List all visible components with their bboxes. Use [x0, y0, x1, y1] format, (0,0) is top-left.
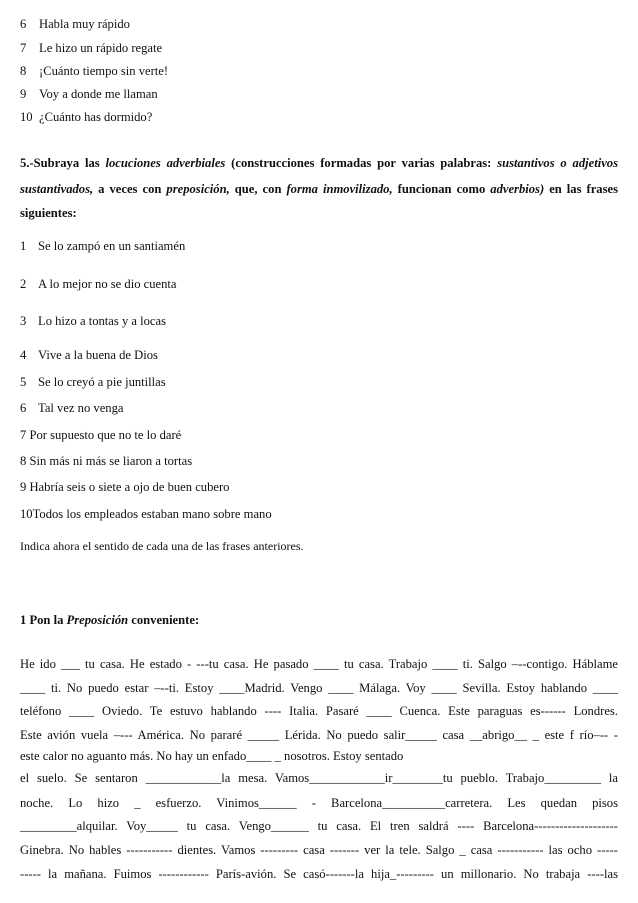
item-text: Habría seis o siete a ojo de buen cubero [29, 480, 230, 494]
exercise-line: Ginebra. No hables ----------- dientes. Vamos --------- casa ------- ver la tele. Salgo _ casa ----------- las ocho ----- [20, 843, 618, 857]
item-text: Habla muy rápido [39, 17, 130, 31]
section5-text: a veces con [98, 182, 162, 196]
item-number: 5 [20, 375, 27, 389]
item-number: 1 [20, 239, 27, 253]
exercise-line: noche. Lo hizo _ esfuerzo. Vinimos______ - Barcelona__________carretera. Les quedan pisos [20, 796, 618, 810]
list-item [20, 238, 185, 254]
item-number: 9 [20, 480, 27, 494]
item-text: Voy a donde me llaman [39, 87, 158, 101]
section1-heading [20, 612, 199, 628]
section5-lead: 5.-Subraya las [20, 156, 100, 170]
exercise-line: He ido ___ tu casa. He estado - ---tu casa. He pasado ____ tu casa. Trabajo ____ ti. Salgo –--contigo. Háblame [20, 657, 618, 671]
section5-text: funcionan como [397, 182, 486, 196]
item-number: 4 [20, 348, 27, 362]
list-item [20, 453, 192, 469]
exercise-line: este calor no aguanto más. No hay un enfado____ _ nosotros. Estoy sentado [20, 749, 404, 763]
item-text: Vive a la buena de Dios [38, 348, 158, 362]
list-item [20, 400, 124, 416]
item-number: 6 [20, 401, 27, 415]
section5-line2 [20, 181, 618, 197]
list-item [20, 16, 130, 32]
item-text: Por supuesto que no te lo daré [29, 428, 182, 442]
list-item [20, 374, 166, 390]
list-item [20, 347, 158, 363]
item-text: Tal vez no venga [38, 401, 124, 415]
section5-line1 [20, 155, 618, 171]
item-text: Todos los empleados estaban mano sobre mano [32, 507, 272, 521]
section5-text: (construcciones formadas por varias palabras: [231, 156, 492, 170]
exercise-line: _________alquilar. Voy_____ tu casa. Vengo______ tu casa. El tren saldrá ---- Barcelona-------------------- [20, 819, 618, 833]
instruction-text: Indica ahora el sentido de cada una de las frases anteriores. [20, 539, 304, 553]
section5-line3: siguientes: [20, 206, 77, 220]
item-number: 8 [20, 64, 27, 78]
section1-tail: conveniente: [131, 613, 200, 627]
item-text: ¿Cuánto has dormido? [39, 110, 153, 124]
section1-lead: 1 Pon la [20, 613, 64, 627]
exercise-line: el suelo. Se sentaron ____________la mesa. Vamos____________ir________tu pueblo. Trabajo_________ la [20, 771, 618, 785]
list-item [20, 276, 177, 292]
item-number: 10 [20, 507, 33, 521]
item-number: 2 [20, 277, 27, 291]
item-number: 9 [20, 87, 27, 101]
list-item [20, 63, 168, 79]
item-text: Se lo zampó en un santiamén [38, 239, 186, 253]
item-text: A lo mejor no se dio cuenta [38, 277, 177, 291]
item-text: Se lo creyó a pie juntillas [38, 375, 166, 389]
list-item [20, 506, 272, 522]
section1-term: Preposición [66, 613, 129, 627]
item-number: 7 [20, 41, 27, 55]
exercise-line: Este avión vuela –--- América. No pararé _____ Lérida. No puedo salir_____ casa __abrigo__ _ este f río–-- - [20, 728, 618, 742]
section5-term: adverbios) [490, 182, 545, 196]
list-item [20, 479, 229, 495]
item-number: 8 [20, 454, 27, 468]
item-number: 10 [20, 110, 33, 124]
item-number: 3 [20, 314, 27, 328]
item-text: ¡Cuánto tiempo sin verte! [39, 64, 169, 78]
section5-term: preposición, [166, 182, 230, 196]
item-text: Sin más ni más se liaron a tortas [29, 454, 193, 468]
item-number: 7 [20, 428, 27, 442]
list-item [20, 313, 166, 329]
section5-term: locuciones adverbiales [105, 156, 226, 170]
list-item [20, 427, 181, 443]
item-number: 6 [20, 17, 27, 31]
list-item [20, 40, 162, 56]
section5-text: en las frases [549, 182, 618, 196]
section5-term: forma inmovilizado, [286, 182, 393, 196]
item-text: Lo hizo a tontas y a locas [38, 314, 166, 328]
list-item [20, 86, 158, 102]
list-item [20, 109, 152, 125]
exercise-line: ____ ti. No puedo estar –--ti. Estoy ____Madrid. Vengo ____ Málaga. Voy ____ Sevilla. Estoy hablando ____ [20, 681, 618, 695]
exercise-line: ----- la mañana. Fuimos ------------ París-avión. Se casó-------la hija_--------- un millonario. No trabaja ----las [20, 867, 618, 881]
section5-term: sustantivados, [20, 182, 94, 196]
item-text: Le hizo un rápido regate [39, 41, 163, 55]
section5-text: que, con [234, 182, 282, 196]
exercise-line: teléfono ____ Oviedo. Te estuvo hablando ---- Italia. Pasaré ____ Cuenca. Este paraguas es------ Londres. [20, 704, 618, 718]
section5-term: sustantivos o adjetivos [497, 156, 619, 170]
